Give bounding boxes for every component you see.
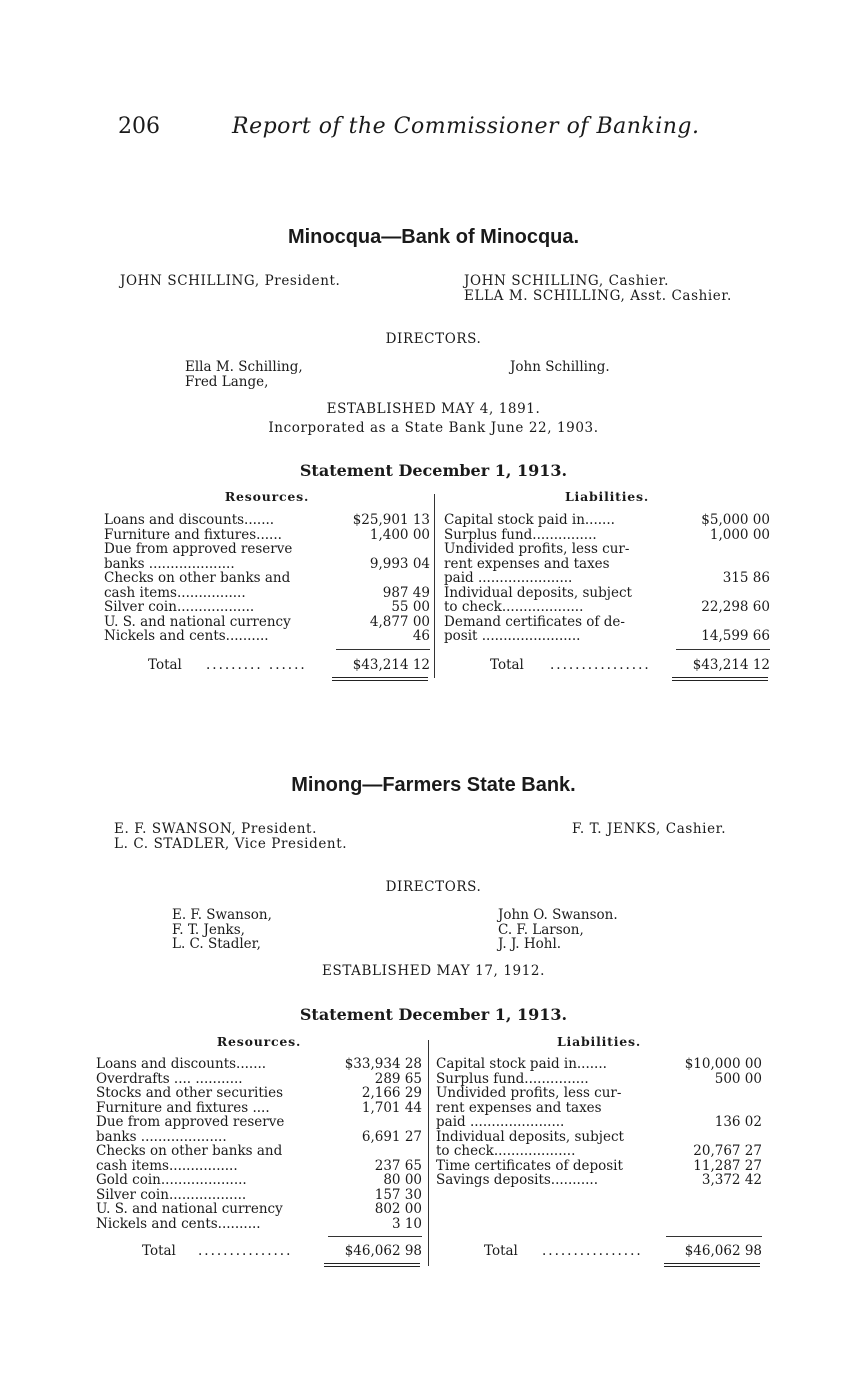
liability-row <box>444 629 770 644</box>
resource-row <box>96 1057 422 1072</box>
liability-row <box>436 1086 762 1101</box>
resource-label: banks .................... <box>104 556 235 571</box>
liability-row <box>444 571 770 586</box>
resource-label: U. S. and national currency <box>96 1202 283 1217</box>
resource-label: U. S. and national currency <box>104 614 291 629</box>
directors-right <box>510 360 610 375</box>
resource-amount: $33,934 28 <box>344 1056 422 1072</box>
liability-amount: $5,000 00 <box>701 512 770 528</box>
page-number: 206 <box>118 114 160 139</box>
liability-row <box>444 615 770 630</box>
liability-row <box>444 557 770 572</box>
running-title: Report of the Commissioner of Banking. <box>232 114 700 139</box>
established-line: ESTABLISHED MAY 17, 1912. <box>322 963 545 979</box>
liability-label: Savings deposits........... <box>436 1173 598 1188</box>
officers-right <box>464 274 732 304</box>
incorporated-line: Incorporated as a State Bank June 22, 1903. <box>268 420 599 436</box>
liability-label: rent expenses and taxes <box>436 1100 602 1115</box>
established-line: ESTABLISHED MAY 4, 1891. <box>326 401 541 417</box>
director-name: F. T. Jenks, <box>172 921 245 938</box>
liability-amount: 11,287 27 <box>693 1157 762 1174</box>
liability-row <box>436 1130 762 1145</box>
liability-label: paid ...................... <box>444 571 573 586</box>
liability-label: to check................... <box>444 600 584 615</box>
double-rule <box>332 677 428 681</box>
liability-amount: 1,000 00 <box>709 526 770 543</box>
resource-amount: 987 49 <box>382 584 430 601</box>
resources-list <box>96 1057 422 1231</box>
liability-row <box>436 1101 762 1116</box>
resource-label: Loans and discounts....... <box>96 1057 267 1072</box>
resource-row <box>104 629 430 644</box>
officer-line: ELLA M. SCHILLING, Asst. Cashier. <box>464 288 732 304</box>
resource-row <box>96 1072 422 1087</box>
double-rule <box>664 1263 760 1267</box>
liability-label: to check................... <box>436 1144 576 1159</box>
liability-amount: 20,767 27 <box>693 1143 762 1159</box>
liability-row <box>436 1057 762 1072</box>
resource-amount: 46 <box>412 628 430 644</box>
liability-amount: 136 02 <box>714 1114 762 1130</box>
liability-row <box>444 542 770 557</box>
director-name: L. C. Stadler, <box>172 936 261 952</box>
liability-label: paid ...................... <box>436 1115 565 1130</box>
liability-row <box>444 528 770 543</box>
resource-label: banks .................... <box>96 1129 227 1144</box>
liability-label: Undivided profits, less cur- <box>444 542 630 557</box>
resource-label: cash items................ <box>104 585 246 600</box>
resource-row <box>104 542 430 557</box>
resource-label: Nickels and cents.......... <box>104 629 269 644</box>
subtotal-rule <box>666 1236 762 1237</box>
director-name: John O. Swanson. <box>498 907 618 923</box>
liability-row <box>436 1144 762 1159</box>
total-resources: $46,062 98 <box>344 1243 422 1259</box>
resource-row <box>104 586 430 601</box>
total-label: Total <box>490 657 524 673</box>
resource-row <box>104 528 430 543</box>
bank-title: Minocqua—Bank of Minocqua. <box>287 226 580 248</box>
resource-amount: 2,166 29 <box>361 1085 422 1101</box>
subtotal-rule <box>676 649 770 650</box>
resource-amount: 802 00 <box>374 1201 422 1217</box>
liability-label: Demand certificates of de- <box>444 614 625 629</box>
total-liabilities: $46,062 98 <box>684 1243 762 1259</box>
officer-line: JOHN SCHILLING, Cashier. <box>464 273 669 289</box>
directors-left <box>185 360 303 389</box>
double-rule <box>672 677 768 681</box>
resource-label: Furniture and fixtures .... <box>96 1100 270 1115</box>
director-name: John Schilling. <box>510 359 610 375</box>
liability-amount: 3,372 42 <box>701 1172 762 1188</box>
resource-amount: $25,901 13 <box>352 512 430 528</box>
liability-row <box>444 513 770 528</box>
resource-row <box>104 615 430 630</box>
officer-line: JOHN SCHILLING, President. <box>120 273 341 289</box>
resource-amount: 1,400 00 <box>369 526 430 543</box>
officers-left <box>120 274 340 289</box>
resource-row <box>96 1115 422 1130</box>
total-label: Total <box>142 1243 176 1259</box>
resources-heading: Resources. <box>216 1034 302 1049</box>
directors-right <box>498 908 618 952</box>
total-leader: ................ <box>542 1243 643 1259</box>
resource-amount: 9,993 04 <box>369 555 430 572</box>
director-name: Fred Lange, <box>185 373 269 390</box>
liability-label: Surplus fund............... <box>436 1071 589 1086</box>
liability-label: Surplus fund............... <box>444 527 597 542</box>
resource-label: Silver coin.................. <box>104 600 255 615</box>
double-rule <box>324 1263 420 1267</box>
directors-left <box>172 908 272 952</box>
resource-label: Checks on other banks and <box>96 1144 283 1159</box>
total-label: Total <box>484 1243 518 1259</box>
liability-amount: 500 00 <box>714 1070 762 1087</box>
resource-label: Due from approved reserve <box>96 1115 285 1130</box>
liability-row <box>444 586 770 601</box>
officer-line: E. F. SWANSON, President. <box>114 821 317 837</box>
resource-amount: 3 10 <box>391 1215 422 1232</box>
liabilities-heading: Liabilities. <box>564 489 650 504</box>
resource-label: Stocks and other securities <box>96 1086 284 1101</box>
resource-amount: 157 30 <box>374 1186 422 1203</box>
resource-label: Furniture and fixtures...... <box>104 527 282 542</box>
officer-line: L. C. STADLER, Vice President. <box>114 836 348 852</box>
resource-amount: 1,701 44 <box>361 1099 422 1116</box>
resources-list <box>104 513 430 644</box>
resource-label: Checks on other banks and <box>104 571 291 586</box>
resource-row <box>96 1217 422 1232</box>
liability-amount: $10,000 00 <box>684 1056 762 1072</box>
directors-heading: DIRECTORS. <box>385 331 482 347</box>
resource-amount: 80 00 <box>383 1172 422 1188</box>
liabilities-list <box>444 513 770 644</box>
director-name: Ella M. Schilling, <box>185 359 303 375</box>
director-name: J. J. Hohl. <box>498 936 562 952</box>
resource-row <box>96 1144 422 1159</box>
liability-row <box>444 600 770 615</box>
liability-row <box>436 1072 762 1087</box>
statement-title: Statement December 1, 1913. <box>299 461 568 480</box>
liability-label: Individual deposits, subject <box>444 585 632 600</box>
liability-label: rent expenses and taxes <box>444 556 610 571</box>
resource-label: Overdrafts .... ........... <box>96 1071 243 1086</box>
resource-amount: 6,691 27 <box>361 1128 422 1145</box>
subtotal-rule <box>328 1236 422 1237</box>
liability-label: posit ....................... <box>444 629 581 644</box>
resource-row <box>96 1086 422 1101</box>
liability-label: Capital stock paid in....... <box>444 513 615 528</box>
resource-row <box>104 513 430 528</box>
liabilities-heading: Liabilities. <box>556 1034 642 1049</box>
subtotal-rule <box>336 649 430 650</box>
resource-row <box>96 1188 422 1203</box>
resource-row <box>96 1130 422 1145</box>
liability-amount: 315 86 <box>722 570 770 586</box>
liability-amount: 22,298 60 <box>701 599 770 615</box>
resource-row <box>96 1159 422 1174</box>
resource-row <box>104 600 430 615</box>
resource-label: Loans and discounts....... <box>104 513 275 528</box>
resource-amount: 289 65 <box>374 1070 422 1087</box>
resource-label: Due from approved reserve <box>104 542 293 557</box>
resource-label: cash items................ <box>96 1158 238 1173</box>
resources-heading: Resources. <box>224 489 310 504</box>
total-liabilities: $43,214 12 <box>692 657 770 673</box>
resource-amount: 55 00 <box>391 599 430 615</box>
directors-heading: DIRECTORS. <box>385 879 482 895</box>
resource-row <box>96 1173 422 1188</box>
total-resources: $43,214 12 <box>352 657 430 673</box>
officer-line: F. T. JENKS, Cashier. <box>572 821 727 837</box>
resource-label: Nickels and cents.......... <box>96 1216 261 1231</box>
resource-row <box>96 1101 422 1116</box>
liability-label: Individual deposits, subject <box>436 1129 624 1144</box>
resource-row <box>104 557 430 572</box>
total-leader: ............... <box>198 1243 293 1259</box>
liability-row <box>436 1159 762 1174</box>
liability-row <box>436 1173 762 1188</box>
director-name: E. F. Swanson, <box>172 907 272 923</box>
liability-label: Undivided profits, less cur- <box>436 1086 622 1101</box>
resource-label: Gold coin.................... <box>96 1173 247 1188</box>
total-leader: ................ <box>550 657 651 673</box>
liability-row <box>436 1115 762 1130</box>
liability-label: Time certificates of deposit <box>436 1158 623 1173</box>
liabilities-list <box>436 1057 762 1188</box>
resource-row <box>104 571 430 586</box>
statement-title: Statement December 1, 1913. <box>299 1005 568 1024</box>
director-name: C. F. Larson, <box>498 921 584 938</box>
total-leader: ......... ...... <box>206 657 307 673</box>
officers-left <box>114 822 347 852</box>
resource-amount: 4,877 00 <box>369 613 430 630</box>
column-divider <box>428 1040 429 1266</box>
column-divider <box>434 494 435 678</box>
resource-amount: 237 65 <box>374 1157 422 1174</box>
total-label: Total <box>148 657 182 673</box>
bank-title: Minong—Farmers State Bank. <box>291 774 576 796</box>
resource-label: Silver coin.................. <box>96 1187 247 1202</box>
liability-label: Capital stock paid in....... <box>436 1057 607 1072</box>
resource-row <box>96 1202 422 1217</box>
officers-right <box>572 822 726 837</box>
liability-amount: 14,599 66 <box>701 628 770 644</box>
